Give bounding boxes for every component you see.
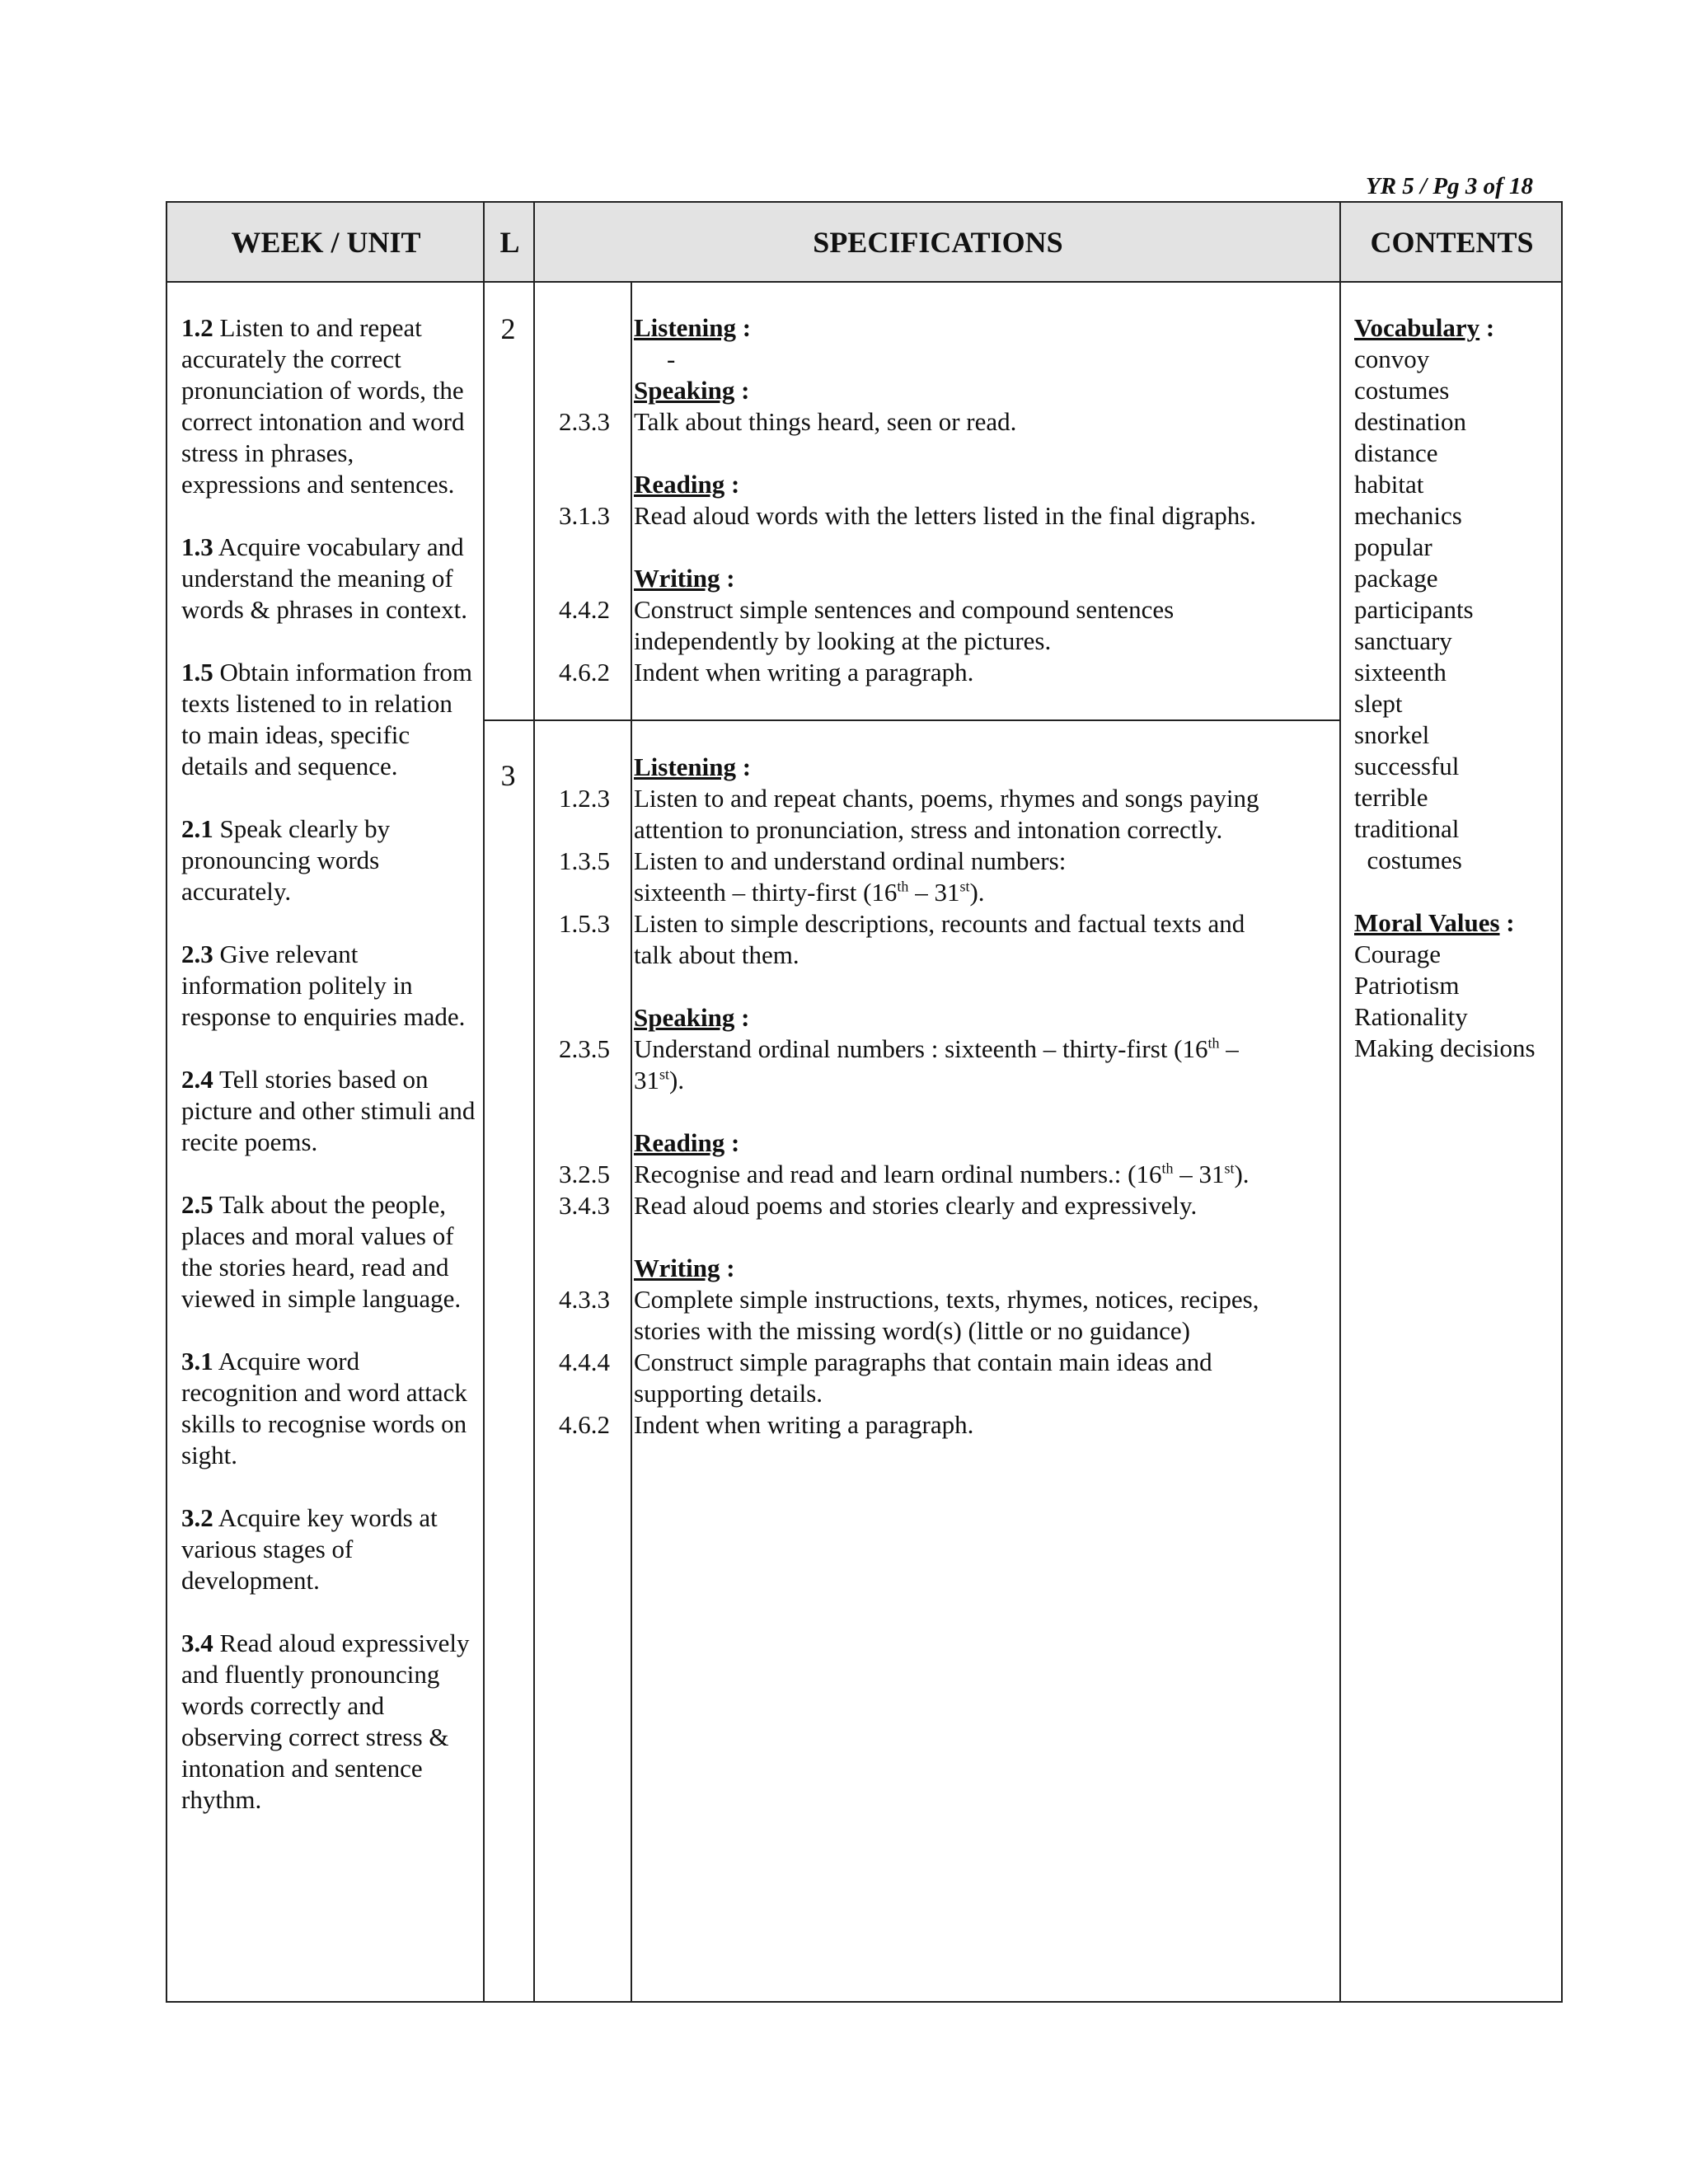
learning-standard: 3.1 Acquire word recognition and word attack skills to recognise words on sight. xyxy=(181,1347,467,1469)
list-item: mechanics xyxy=(1354,501,1462,530)
list-item: convoy xyxy=(1354,344,1430,373)
vocabulary-list xyxy=(1354,344,1560,876)
vocabulary-heading: Vocabulary xyxy=(1354,313,1480,342)
list-item: sanctuary xyxy=(1354,626,1452,655)
learning-standard: 3.4 Read aloud expressively and fluently pronouncing words correctly and observing correct stress & intonation and sentence rhythm. xyxy=(181,1629,470,1814)
learning-standard: 1.2 Listen to and repeat accurately the correct pronunciation of words, the correct intonation and word stress in phrases, expressions and sentences. xyxy=(181,313,465,499)
list-item: habitat xyxy=(1354,470,1424,499)
learning-standard: 2.4 Tell stories based on picture and other stimuli and recite poems. xyxy=(181,1065,476,1156)
column-divider xyxy=(483,203,485,2001)
header-l: L xyxy=(499,225,520,259)
list-item: costumes xyxy=(1354,846,1462,874)
contents-column: Vocabulary : convoy costumes destination distance habitat mechanics popular package participants sanctuary sixteenth slept snorkel successful terrible traditional costumes Moral Values : Courage Patriotism Rationality Making decisions xyxy=(1354,312,1560,1064)
list-item: Courage xyxy=(1354,940,1442,968)
learning-standard: 2.1 Speak clearly by pronouncing words accurately. xyxy=(181,814,391,906)
list-item: distance xyxy=(1354,438,1438,467)
list-item: Rationality xyxy=(1354,1002,1468,1031)
header-week-unit: WEEK / UNIT xyxy=(231,225,421,259)
moral-values-list xyxy=(1354,939,1560,1064)
list-item: traditional xyxy=(1354,814,1460,843)
list-item: costumes xyxy=(1354,376,1450,405)
list-item: destination xyxy=(1354,407,1467,436)
lesson3-specifications: Listening : 1.2.3 Listen to and repeat chants, poems, rhymes and songs paying attention to pronunciation, stress and intonation correctly. 1.3.5 Listen to and understand ordinal numbers: sixteenth – thirty-first (16th – 31st). 1.5.3 Listen to simple descriptions, recounts and factual texts and talk about them. Speaking : 2.3.5 Understand ordinal numbers : sixteenth – thirty-first (16th – 31st). Reading : 3.2.5 Recognise and read and learn ordinal numbers.: (16th – 31st). 3.4.3 Read aloud poems and stories clearly and expressively. Writing : 4.3.3 Complete simple instructions, texts, rhymes, notices, recipes, stories with the missing word(s) (little or no guidance) 4.4.4 Construct simple paragraphs that contain main ideas and supporting details. 4.6.2 Indent when writing a paragraph. xyxy=(559,752,1259,1439)
list-item: Making decisions xyxy=(1354,1033,1536,1062)
lesson2-specifications: Listening : - Speaking : 2.3.3 Talk about things heard, seen or read. Reading : 3.1.3 Read aloud words with the letters listed in the final digraphs. Writing : 4.4.2 Construct simple sentences and compound sentences independently by looking at the pictures. 4.6.2 Indent when writing a paragraph. xyxy=(559,313,1257,687)
header-contents: CONTENTS xyxy=(1370,225,1534,259)
list-item: participants xyxy=(1354,595,1474,624)
list-item: successful xyxy=(1354,752,1460,780)
table-header xyxy=(167,203,1561,283)
learning-standard: 1.5 Obtain information from texts listened to in relation to main ideas, specific details and sequence. xyxy=(181,658,472,780)
list-item: snorkel xyxy=(1354,720,1430,749)
list-item: Patriotism xyxy=(1354,971,1460,1000)
week-unit-column xyxy=(181,312,478,1816)
lesson-divider xyxy=(483,719,1339,721)
column-divider xyxy=(1339,203,1341,2001)
learning-standard: 2.5 Talk about the people, places and moral values of the stories heard, read and viewed in simple language. xyxy=(181,1190,462,1313)
lesson-number-2: 2 xyxy=(500,312,516,345)
list-item: sixteenth xyxy=(1354,658,1447,687)
page-label: YR 5 / Pg 3 of 18 xyxy=(1366,173,1533,199)
list-item: slept xyxy=(1354,689,1403,718)
scheme-table xyxy=(166,201,1563,2003)
learning-standard: 3.2 Acquire key words at various stages of development. xyxy=(181,1503,438,1595)
list-item: terrible xyxy=(1354,783,1428,812)
lesson-number-3: 3 xyxy=(500,759,516,792)
list-item: popular xyxy=(1354,532,1432,561)
list-item: package xyxy=(1354,564,1438,593)
learning-standard: 1.3 Acquire vocabulary and understand the meaning of words & phrases in context. xyxy=(181,532,467,624)
learning-standard: 2.3 Give relevant information politely in response to enquiries made. xyxy=(181,940,466,1031)
moral-values-heading: Moral Values xyxy=(1354,908,1500,937)
header-specifications: SPECIFICATIONS xyxy=(813,225,1063,259)
